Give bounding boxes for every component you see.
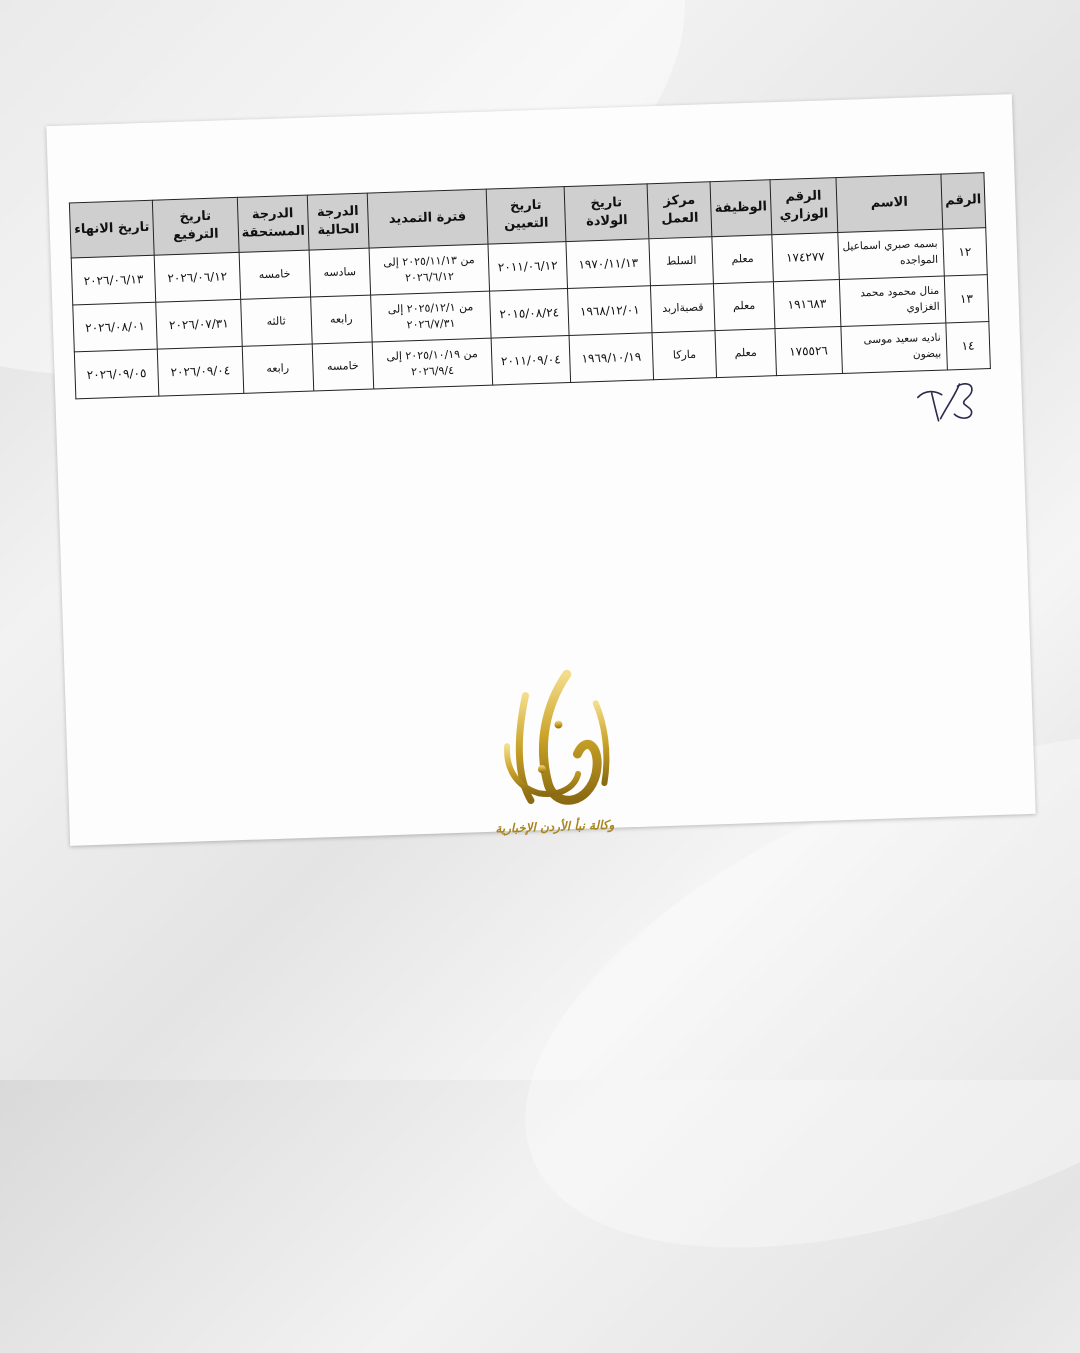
ministry-number: ١٧٤٢٧٧ — [771, 233, 839, 282]
hire-date: ٢٠١١/٠٦/١٢ — [488, 242, 568, 292]
ministry-number: ١٧٥٥٢٦ — [775, 326, 843, 375]
job-title: معلم — [712, 235, 773, 284]
hire-date: ٢٠١٥/٠٨/٢٤ — [489, 289, 569, 339]
employee-name: منال محمود محمد الغزاوي — [839, 276, 945, 326]
due-grade: رابعه — [242, 344, 314, 393]
document-page — [46, 94, 1035, 846]
header-cell: فترة التمديد — [367, 189, 488, 248]
logo-agency-text: وكالة نبأ الأردن الإخبارية — [495, 817, 615, 836]
header-cell: تاريخ الانهاء — [69, 200, 154, 258]
header-cell: تاريخ التعيين — [486, 187, 566, 245]
promotion-date: ٢٠٢٦/٠٩/٠٤ — [157, 346, 243, 396]
current-grade: رابعه — [310, 295, 372, 344]
extension-period: من ٢٠٢٥/١٢/١ إلى ٢٠٢٦/٧/٣١ — [371, 291, 491, 342]
header-cell: تاريخ الولادة — [564, 184, 649, 242]
job-title: معلم — [714, 282, 775, 331]
workplace: ماركا — [652, 331, 717, 380]
end-date: ٢٠٢٦/٠٩/٠٥ — [74, 349, 159, 399]
header-cell: الدرجة الحالية — [307, 193, 369, 250]
header-cell: الاسم — [836, 174, 943, 232]
birth-date: ١٩٦٨/١٢/٠١ — [568, 286, 652, 336]
header-cell: الرقم — [941, 173, 986, 229]
birth-date: ١٩٦٩/١٠/١٩ — [569, 333, 653, 383]
current-grade: خامسه — [312, 342, 374, 391]
row-number: ١٣ — [944, 275, 989, 323]
header-cell: الدرجة المستحقة — [237, 195, 309, 252]
promotion-date: ٢٠٢٦/٠٧/٣١ — [156, 299, 242, 349]
workplace: السلط — [649, 237, 714, 286]
due-grade: ثالثه — [240, 297, 312, 346]
header-cell: الوظيفة — [710, 180, 771, 237]
row-number: ١٤ — [946, 322, 991, 370]
ministry-number: ١٩١٦٨٣ — [773, 280, 841, 329]
extension-period: من ٢٠٢٥/١١/١٣ إلى ٢٠٢٦/٦/١٢ — [369, 244, 489, 295]
staff-extension-table — [69, 172, 991, 399]
header-cell: مركز العمل — [647, 182, 712, 239]
end-date: ٢٠٢٦/٠٨/٠١ — [73, 302, 158, 352]
employee-name: بسمه صبري اسماعيل المواجده — [838, 229, 944, 279]
row-number: ١٢ — [943, 228, 988, 276]
end-date: ٢٠٢٦/٠٦/١٣ — [71, 255, 156, 305]
workplace: قصبةاربد — [650, 284, 715, 333]
header-cell: الرقم الوزاري — [770, 178, 838, 235]
due-grade: خامسه — [239, 250, 311, 299]
birth-date: ١٩٧٠/١١/١٣ — [566, 239, 650, 289]
signature-icon — [913, 373, 995, 428]
hire-date: ٢٠١١/٠٩/٠٤ — [491, 335, 571, 385]
news-agency-logo-icon — [475, 662, 631, 842]
promotion-date: ٢٠٢٦/٠٦/١٢ — [154, 252, 240, 302]
header-cell: تاريخ الترفيع — [152, 197, 238, 255]
job-title: معلم — [715, 329, 776, 378]
extension-period: من ٢٠٢٥/١٠/١٩ إلى ٢٠٢٦/٩/٤ — [372, 338, 492, 389]
employee-name: ناديه سعيد موسى بيضون — [841, 323, 947, 373]
current-grade: سادسه — [309, 248, 371, 297]
